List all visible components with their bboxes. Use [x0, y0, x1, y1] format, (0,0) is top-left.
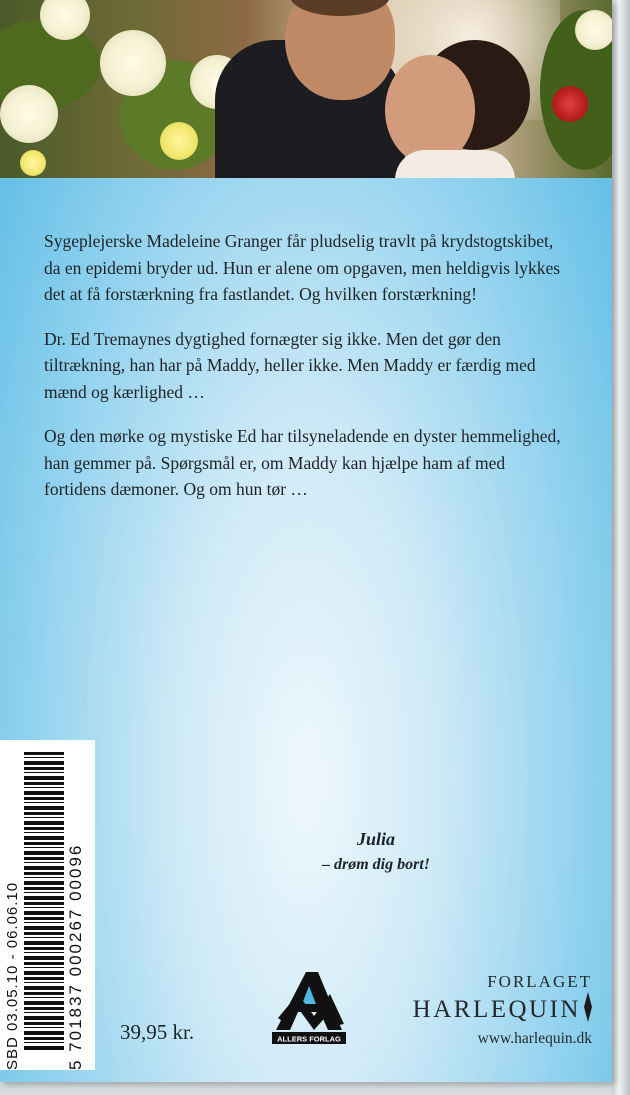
- barcode-digits: 5 701837 000267 00096: [66, 843, 85, 1070]
- series-name: Julia: [356, 829, 395, 849]
- barcode-bars: [24, 752, 64, 1052]
- cover-photo-couple: [0, 0, 612, 178]
- page-edge: [612, 0, 630, 1095]
- barcode-date-code: SBD 03.05.10 - 06.06.10: [4, 881, 21, 1070]
- blurb-paragraph-2: Dr. Ed Tremaynes dygtighed fornægter sig ikke. Men det gør den tiltrækning, han har på Maddy, heller ikke. Men Maddy er færdig med mænd og kærlighed …: [44, 328, 536, 402]
- blurb-paragraph-3: Og den mørke og mystiske Ed har tilsyneladende en dyster hemmelighed, han gemmer på. Spørgsmål er, om Maddy kan hjælpe ham af med fortidens dæmoner. Og om hun tør …: [44, 426, 561, 499]
- publisher-name: [392, 992, 592, 1024]
- blurb-paragraph-1: Sygeplejerske Madeleine Granger får pludselig travlt på krydstogtskibet, da en epidemi bryder ud. Hun er alene om opgaven, men heldigvis lykkes det at få forstærkning fra fastlandet. Og hvilken forstærkning!: [44, 231, 561, 304]
- publisher-name-text: HARLEQUIN: [412, 996, 581, 1023]
- publisher-url: www.harlequin.dk: [477, 1030, 592, 1047]
- allers-logo-text: ALLERS FORLAG: [277, 1034, 341, 1044]
- publisher-block: [392, 972, 592, 1048]
- blurb-text: [44, 228, 564, 521]
- price-label: 39,95 kr.: [120, 1020, 195, 1044]
- publisher-forlaget: FORLAGET: [487, 972, 592, 991]
- series-tagline: – drøm dig bort!: [321, 856, 430, 873]
- allers-forlag-logo: [268, 968, 350, 1048]
- diamond-icon: [584, 992, 592, 1022]
